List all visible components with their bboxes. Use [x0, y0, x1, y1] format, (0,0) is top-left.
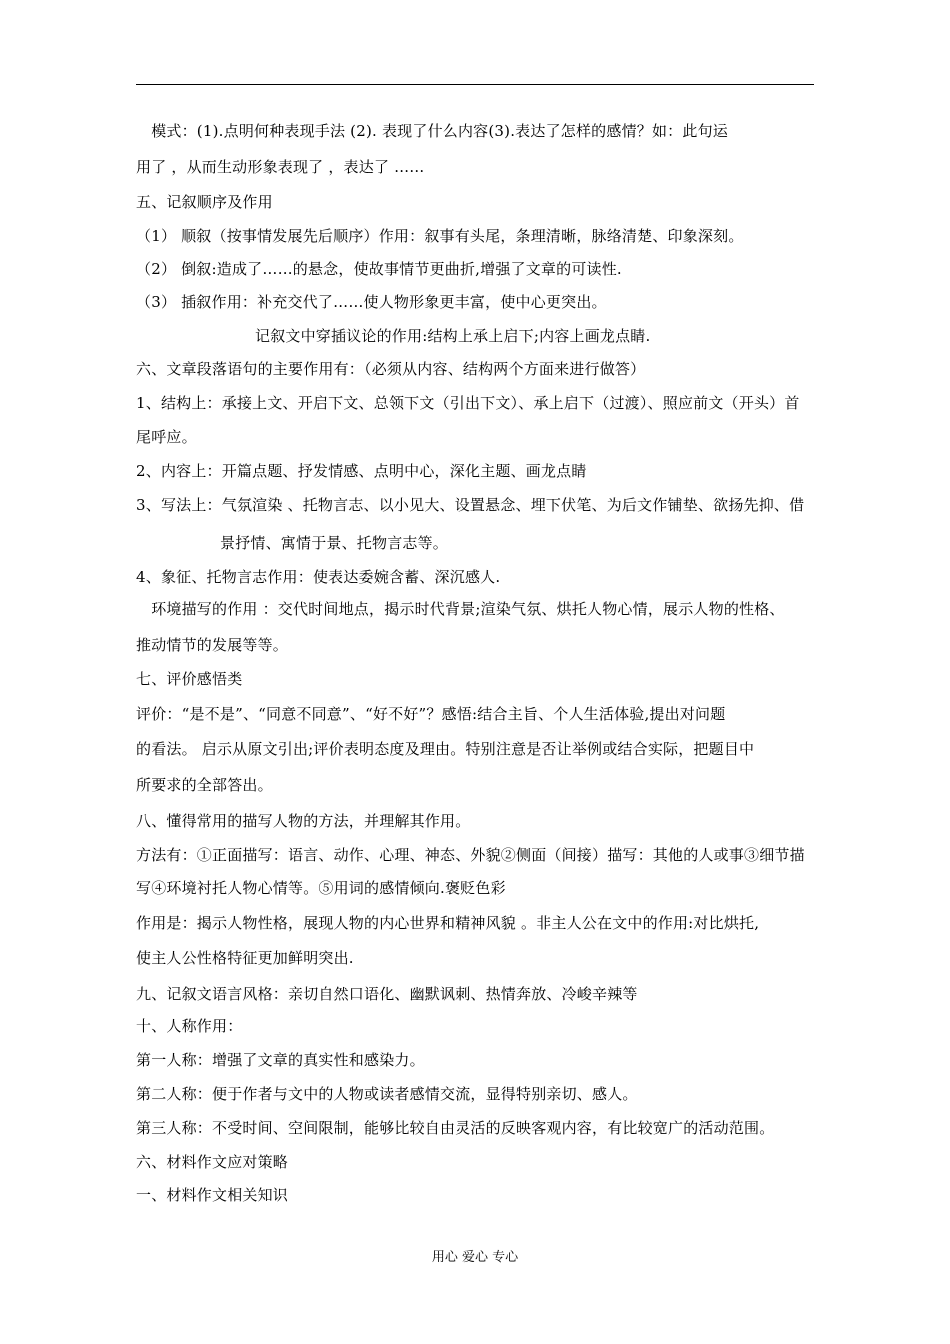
- text-line: 推动情节的发展等等。: [136, 636, 289, 654]
- text-line: 十、人称作用：: [136, 1017, 243, 1035]
- text-line: 记叙文中穿插议论的作用:结构上承上启下;内容上画龙点睛.: [255, 327, 651, 345]
- text-line: 尾呼应。: [136, 428, 197, 446]
- text-line: 4、象征、托物言志作用：使表达委婉含蓄、深沉感人.: [136, 568, 501, 586]
- text-line: 五、记叙顺序及作用: [136, 193, 273, 211]
- text-line: 模式：(1).点明何种表现手法 (2). 表现了什么内容(3).表达了怎样的感情？如：此句运: [136, 122, 728, 140]
- text-line: 写④环境衬托人物心情等。⑤用词的感情倾向.褒贬色彩: [136, 879, 506, 897]
- text-line: 第一人称：增强了文章的真实性和感染力。: [136, 1051, 425, 1069]
- text-line: 一、材料作文相关知识: [136, 1186, 289, 1204]
- text-line: 第三人称：不受时间、空间限制，能够比较自由灵活的反映客观内容，有比较宽广的活动范围。: [136, 1119, 775, 1137]
- text-line: 的看法。 启示从原文引出;评价表明态度及理由。特别注意是否让举例或结合实际，把题目中: [136, 740, 755, 758]
- text-line: 九、记叙文语言风格：亲切自然口语化、幽默讽刺、热情奔放、冷峻辛辣等: [136, 985, 638, 1003]
- header-rule: [136, 84, 814, 85]
- text-line: 景抒情、寓情于景、托物言志等。: [220, 534, 449, 552]
- text-line: 所要求的全部答出。: [136, 776, 273, 794]
- text-line: 环境描写的作用 ：交代时间地点，揭示时代背景;渲染气氛、烘托人物心情，展示人物的性格、: [136, 600, 785, 618]
- page-footer: 用心 爱心 专心: [431, 1250, 519, 1265]
- text-line: 第二人称：便于作者与文中的人物或读者感情交流，显得特别亲切、感人。: [136, 1085, 638, 1103]
- text-line: 使主人公性格特征更加鲜明突出.: [136, 949, 354, 967]
- text-line: （3） 插叙作用：补充交代了……使人物形象更丰富，使中心更突出。: [136, 293, 607, 311]
- text-line: 六、材料作文应对策略: [136, 1153, 289, 1171]
- text-line: 用了 ，从而生动形象表现了 ，表达了 ……: [136, 158, 425, 176]
- text-line: 评价：“是不是”、“同意不同意”、“好不好”？感悟:结合主旨、个人生活体验,提出对问题: [136, 705, 726, 723]
- text-line: （1） 顺叙（按事情发展先后顺序）作用：叙事有头尾，条理清晰，脉络清楚、印象深刻。: [136, 227, 744, 245]
- text-line: 作用是：揭示人物性格，展现人物的内心世界和精神风貌 。非主人公在文中的作用:对比烘托,: [136, 914, 760, 932]
- text-line: 八、懂得常用的描写人物的方法，并理解其作用。: [136, 812, 471, 830]
- text-line: （2） 倒叙:造成了……的悬念，使故事情节更曲折,增强了文章的可读性.: [136, 260, 622, 278]
- text-line: 六、文章段落语句的主要作用有：（必须从内容、结构两个方面来进行做答）: [136, 360, 646, 378]
- text-line: 七、评价感悟类: [136, 670, 243, 688]
- text-line: 2、内容上：开篇点题、抒发情感、点明中心，深化主题、画龙点睛: [136, 462, 587, 480]
- text-line: 1、结构上：承接上文、开启下文、总领下文（引出下文）、承上启下（过渡）、照应前文（开头）首: [136, 394, 800, 412]
- text-line: 方法有：①正面描写：语言、动作、心理、神态、外貌②侧面（间接）描写：其他的人或事③细节描: [136, 846, 805, 864]
- text-line: 3、写法上：气氛渲染 、托物言志、以小见大、设置悬念、埋下伏笔、为后文作铺垫、欲扬先抑、借: [136, 496, 805, 514]
